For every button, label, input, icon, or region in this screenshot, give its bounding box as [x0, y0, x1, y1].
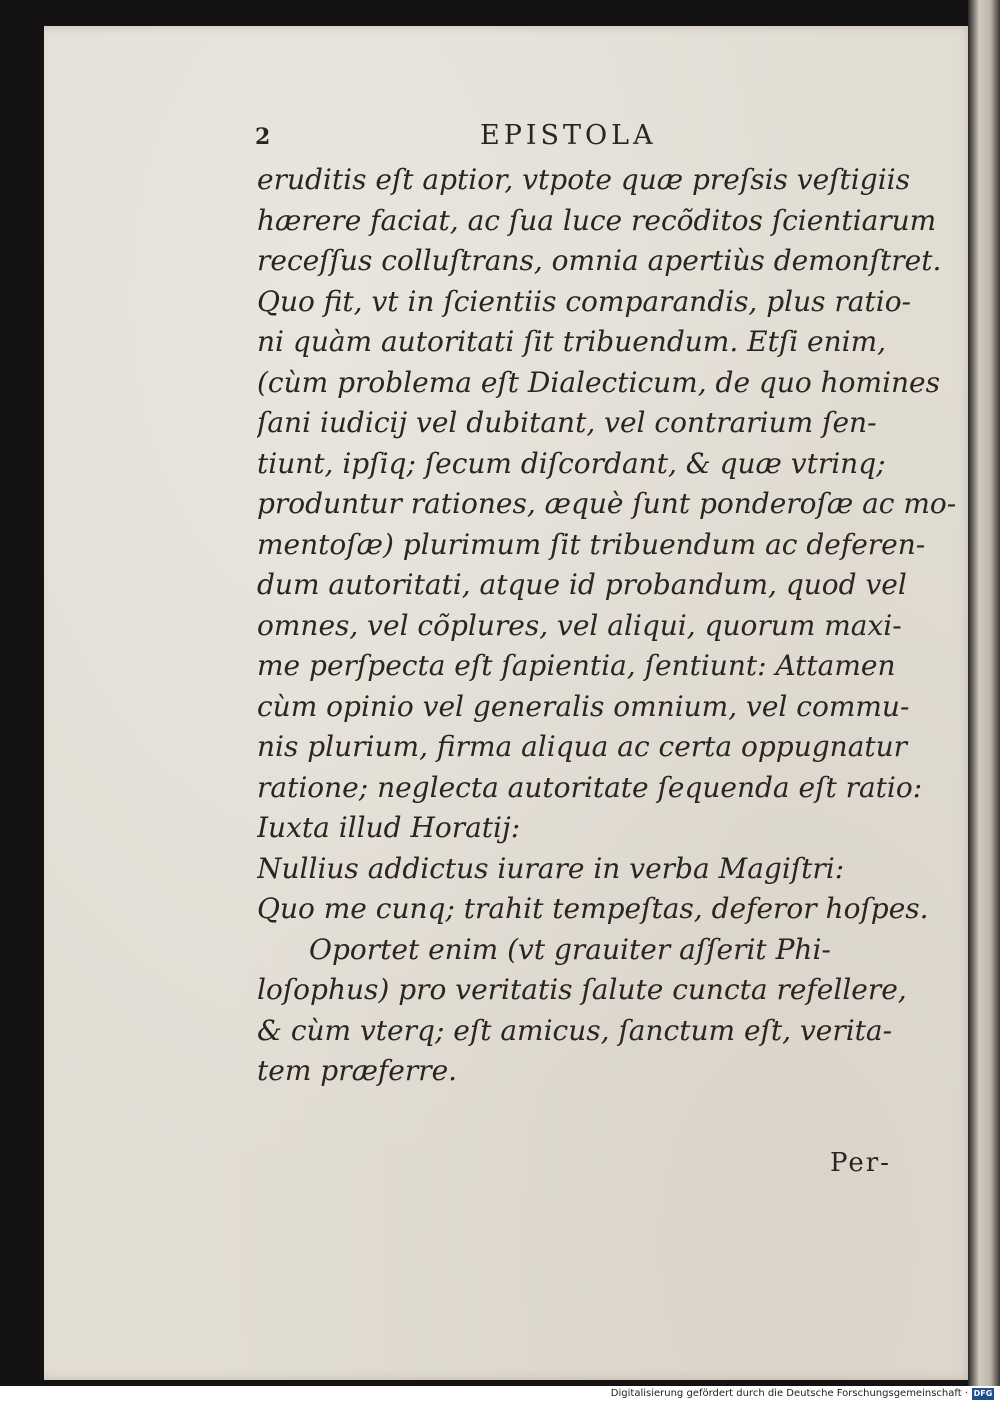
verse-line: Quo me cunq; trahit tempeſtas, deferor hoſpes. [257, 892, 929, 925]
text-line: tem præferre. [257, 1054, 458, 1087]
text-line: me perſpecta eſt ſapientia, ſentiunt: Attamen [257, 649, 896, 682]
text-line: dum autoritati, atque id probandum, quod vel [257, 568, 907, 601]
page-number: 2 [255, 124, 271, 150]
body-text [257, 160, 957, 1092]
text-line: nis plurium, firma aliqua ac certa oppugnatur [257, 730, 908, 763]
digitization-footer [0, 1386, 1000, 1402]
text-line: mentoſæ) plurimum ſit tribuendum ac deferen- [257, 527, 926, 561]
funding-credit: Digitalisierung gefördert durch die Deutsche Forschungsgemeinschaft · [610, 1388, 968, 1399]
text-line: (cùm problema eſt Dialecticum, de quo homines [257, 365, 940, 399]
text-line: tiunt, ipſiq; ſecum diſcordant, & quæ vtrinq; [257, 446, 886, 480]
dfg-logo-icon: DFG [973, 1389, 993, 1398]
text-line: ni quàm autoritati ſit tribuendum. Etſi enim, [257, 325, 887, 358]
text-line: omnes, vel cõplures, vel aliqui, quorum maxi- [257, 608, 902, 642]
text-line: hærere faciat, ac ſua luce recõditos ſcientiarum [257, 203, 937, 237]
page-header [255, 116, 935, 156]
text-line: Iuxta illud Horatij: [257, 811, 521, 844]
text-line: cùm opinio vel generalis omnium, vel commu- [257, 689, 910, 723]
text-line: & cùm vterq; eſt amicus, ſanctum eſt, verita- [257, 1013, 893, 1047]
text-line: loſophus) pro veritatis ſalute cuncta refellere, [257, 973, 907, 1006]
text-line: ratione; neglecta autoritate ſequenda eſt ratio: [257, 770, 923, 804]
paragraph-start-line: Oportet enim (vt grauiter aſſerit Phi- [309, 932, 831, 966]
text-line: ſani iudicij vel dubitant, vel contrarium ſen- [257, 406, 877, 439]
page-edge [968, 0, 1000, 1386]
text-line: eruditis eſt aptior, vtpote quæ preſsis veſtigiis [257, 163, 910, 196]
text-line: Quo fit, vt in ſcientiis comparandis, plus ratio- [257, 284, 912, 318]
catchword: Per- [830, 1148, 891, 1178]
text-line: produntur rationes, æquè ſunt ponderoſæ ac mo- [257, 487, 957, 520]
running-head: EPISTOLA [480, 120, 657, 151]
text-line: receſſus colluſtrans, omnia apertiùs demonſtret. [257, 244, 942, 277]
verse-line: Nullius addictus iurare in verba Magiſtri: [257, 851, 845, 885]
